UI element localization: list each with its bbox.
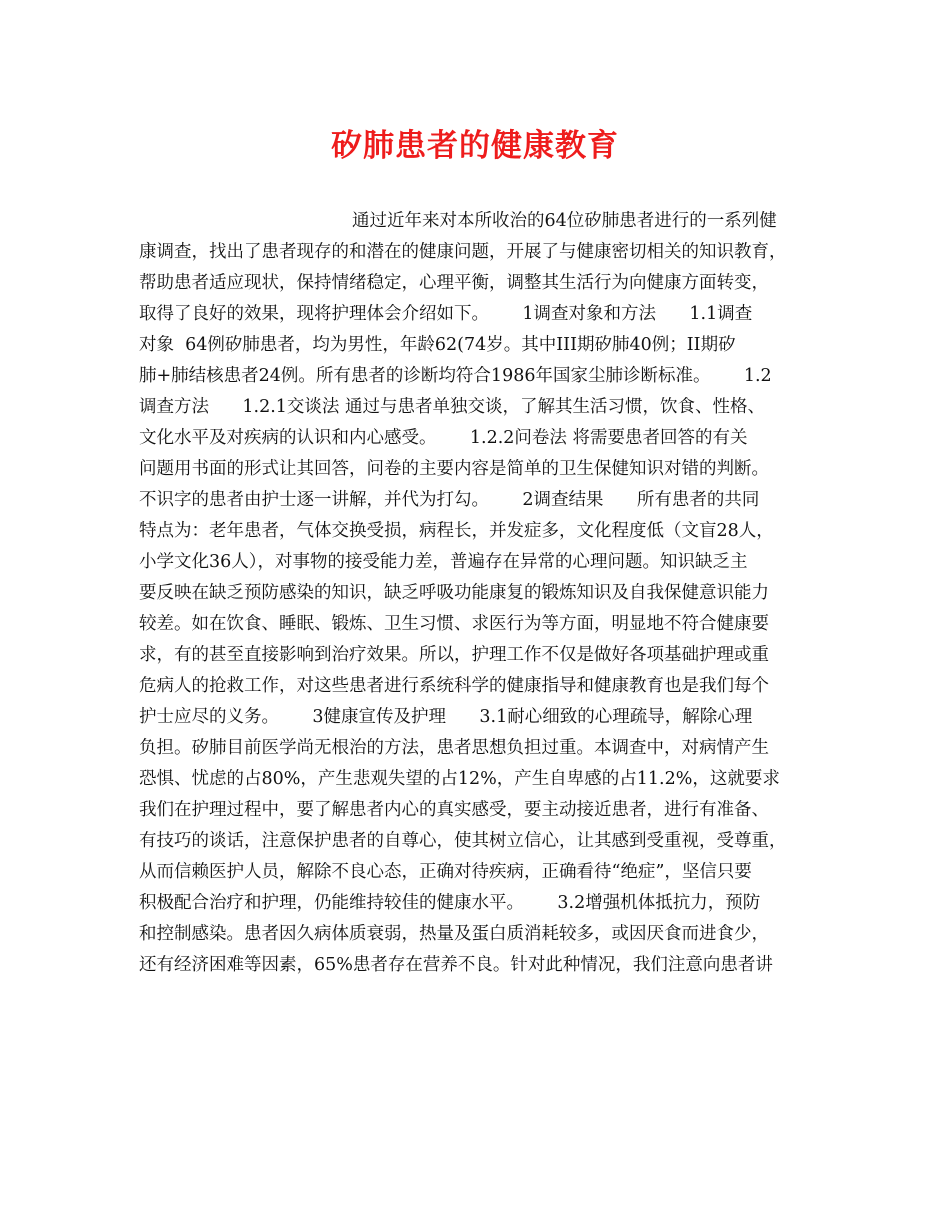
- body-line: 我们在护理过程中，要了解患者内心的真实感受，要主动接近患者，进行有准备、: [139, 800, 769, 820]
- body-line: 问题用书面的形式让其回答，问卷的主要内容是简单的卫生保健知识对错的判断。: [139, 459, 769, 479]
- document-body: [139, 206, 829, 981]
- body-line: 不识字的患者由护士逐一讲解，并代为打勾。 2调查结果 所有患者的共同: [139, 490, 760, 510]
- body-line: 要反映在缺乏预防感染的知识，缺乏呼吸功能康复的锻炼知识及自我保健意识能力: [139, 583, 769, 603]
- body-line: 积极配合治疗和护理，仍能维持较佳的健康水平。 3.2增强机体抵抗力，预防: [139, 893, 761, 913]
- body-line: 通过近年来对本所收治的64位矽肺患者进行的一系列健: [352, 211, 777, 231]
- body-line: 恐惧、忧虑的占80%，产生悲观失望的占12%，产生自卑感的占11.2%，这就要求: [139, 769, 780, 789]
- body-line: 护士应尽的义务。 3健康宣传及护理 3.1耐心细致的心理疏导，解除心理: [139, 707, 753, 727]
- body-line: 肺+肺结核患者24例。所有患者的诊断均符合1986年国家尘肺诊断标准。 1.2: [139, 366, 772, 386]
- body-line: 从而信赖医护人员，解除不良心态，正确对待疾病，正确看待“绝症”，坚信只要: [139, 862, 752, 882]
- body-line: 有技巧的谈话，注意保护患者的自尊心，使其树立信心，让其感到受重视，受尊重，: [139, 831, 787, 851]
- body-line: 小学文化36人），对事物的接受能力差，普遍存在异常的心理问题。知识缺乏主: [139, 552, 748, 572]
- body-line: 特点为：老年患者，气体交换受损，病程长，并发症多，文化程度低（文盲28人，: [139, 521, 774, 541]
- body-line: 求，有的甚至直接影响到治疗效果。所以，护理工作不仅是做好各项基础护理或重: [139, 645, 769, 665]
- body-line: 取得了良好的效果，现将护理体会介绍如下。 1调查对象和方法 1.1调查: [139, 304, 753, 324]
- body-line: 负担。矽肺目前医学尚无根治的方法，患者思想负担过重。本调查中，对病情产生: [139, 738, 769, 758]
- page-title: 矽肺患者的健康教育: [331, 128, 619, 164]
- body-line: 文化水平及对疾病的认识和内心感受。 1.2.2问卷法 将需要患者回答的有关: [139, 428, 748, 448]
- body-line: 帮助患者适应现状，保持情绪稳定，心理平衡，调整其生活行为向健康方面转变，: [139, 273, 769, 293]
- body-line: 较差。如在饮食、睡眠、锻炼、卫生习惯、求医行为等方面，明显地不符合健康要: [139, 614, 769, 634]
- body-line: 康调查，找出了患者现存的和潜在的健康问题，开展了与健康密切相关的知识教育，: [139, 242, 787, 262]
- body-line: 调查方法 1.2.1交谈法 通过与患者单独交谈，了解其生活习惯，饮食、性格、: [139, 397, 765, 417]
- body-line: 危病人的抢救工作，对这些患者进行系统科学的健康指导和健康教育也是我们每个: [139, 676, 769, 696]
- body-line: 对象 64例矽肺患者，均为男性，年龄62(74岁。其中III期矽肺40例；II期矽: [139, 335, 736, 355]
- body-line: 和控制感染。患者因久病体质衰弱，热量及蛋白质消耗较多，或因厌食而进食少，: [139, 924, 769, 944]
- body-line: 还有经济困难等因素，65%患者存在营养不良。针对此种情况，我们注意向患者讲: [139, 955, 773, 975]
